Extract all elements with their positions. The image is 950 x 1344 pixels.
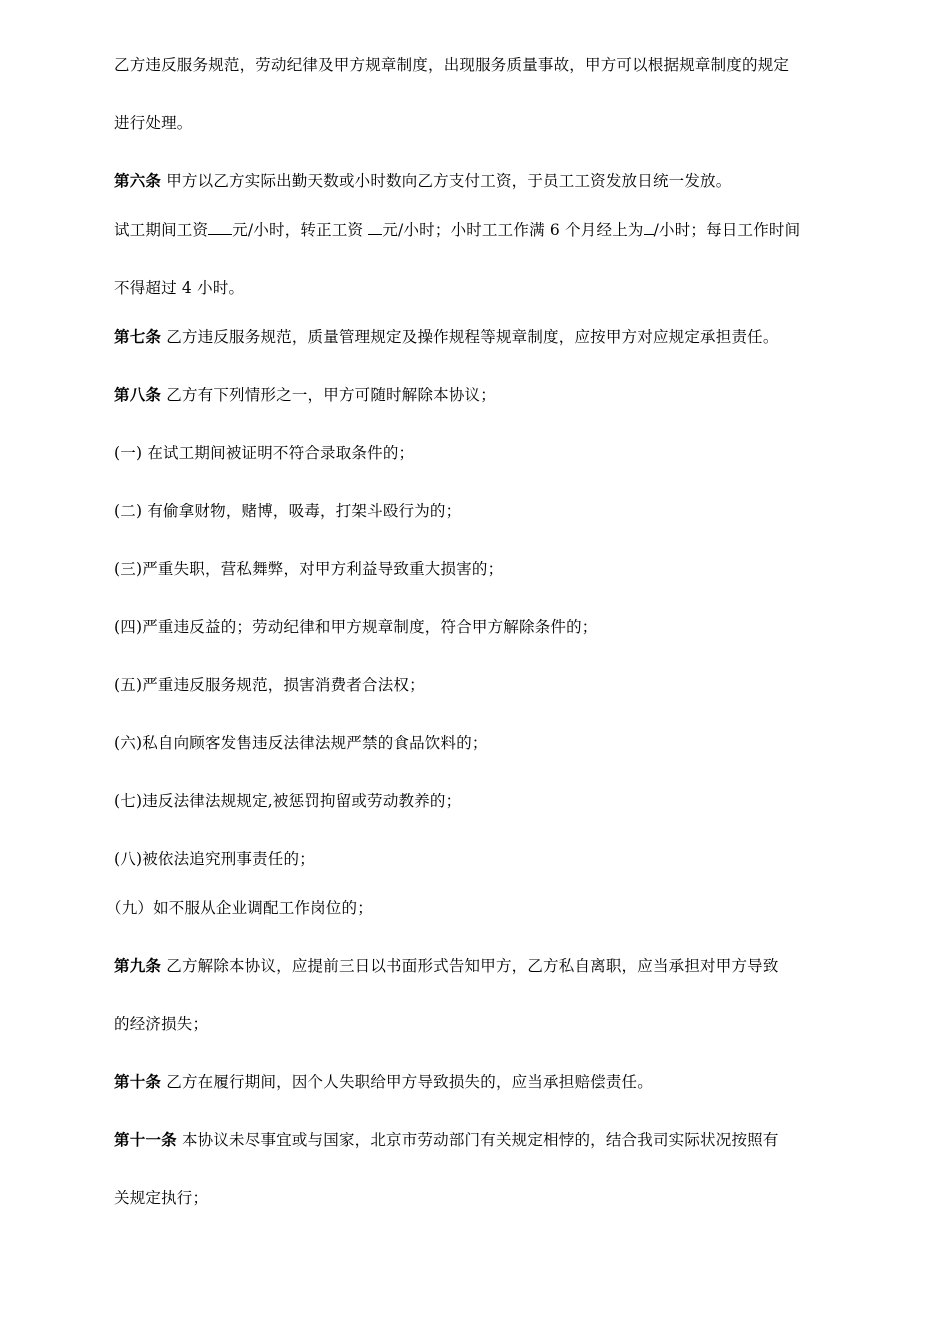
article10-heading: 第十条 [114, 1072, 162, 1091]
article8-item: (三)严重失职，营私舞弊，对甲方利益导致重大损害的； [114, 560, 504, 578]
wage-segment-1: 试工期间工资 [114, 221, 209, 239]
article10-paragraph [114, 1072, 844, 1092]
article8-text: 乙方有下列情形之一，甲方可随时解除本协议； [166, 386, 496, 404]
article9-paragraph [114, 956, 844, 976]
article8-item: （九）如不服从企业调配工作岗位的； [106, 899, 373, 917]
article5-continuation-line1: 乙方违反服务规范，劳动纪律及甲方规章制度，出现服务质量事故，甲方可以根据规章制度的规定 [114, 56, 790, 74]
regular-wage-blank [368, 234, 382, 235]
article8-item: (七)违反法律法规规定,被惩罚拘留或劳动教养的； [114, 792, 462, 810]
article9-heading: 第九条 [114, 956, 162, 975]
article8-paragraph [114, 385, 844, 405]
article9-line2: 的经济损失； [114, 1015, 209, 1033]
article11-paragraph [114, 1130, 844, 1150]
wage-segment-4: /小时；每日工作时间 [653, 221, 801, 239]
wage-segment-2: 元/小时，转正工资 [232, 221, 369, 239]
wage-segment-3: 元/小时；小时工工作满 6 个月经上为 [382, 221, 644, 239]
article8-item: (八)被依法追究刑事责任的； [114, 850, 315, 868]
article7-paragraph [114, 327, 844, 347]
article9-text: 乙方解除本协议，应提前三日以书面形式告知甲方，乙方私自离职，应当承担对甲方导致 [166, 957, 779, 975]
article8-item: (六)私自向顾客发售违反法律法规严禁的食品饮料的； [114, 734, 488, 752]
article8-item: (五)严重违反服务规范，损害消费者合法权； [114, 676, 425, 694]
article10-text: 乙方在履行期间，因个人失职给甲方导致损失的，应当承担赔偿责任。 [166, 1073, 653, 1091]
article5-continuation-line2: 进行处理。 [114, 114, 193, 132]
article6-paragraph [114, 171, 844, 191]
article11-heading: 第十一条 [114, 1130, 177, 1149]
article8-item: (一) 在试工期间被证明不符合录取条件的； [114, 444, 415, 462]
trial-wage-blank [208, 234, 232, 235]
hourly-wage-blank [644, 234, 654, 235]
article8-item: (二) 有偷拿财物，赌博，吸毒，打架斗殴行为的； [114, 502, 462, 520]
article6-heading: 第六条 [114, 171, 162, 190]
article7-text: 乙方违反服务规范，质量管理规定及操作规程等规章制度，应按甲方对应规定承担责任。 [166, 328, 779, 346]
article7-heading: 第七条 [114, 327, 162, 346]
article6-text: 甲方以乙方实际出勤天数或小时数向乙方支付工资，于员工工资发放日统一发放。 [166, 172, 732, 190]
article8-heading: 第八条 [114, 385, 162, 404]
article8-item: (四)严重违反益的；劳动纪律和甲方规章制度，符合甲方解除条件的； [114, 618, 598, 636]
article11-line2: 关规定执行； [114, 1189, 209, 1207]
article6-wage-line [114, 220, 844, 240]
article11-text: 本协议未尽事宜或与国家，北京市劳动部门有关规定相悖的，结合我司实际状况按照有 [181, 1131, 779, 1149]
article6-wage-line2: 不得超过 4 小时。 [114, 279, 245, 297]
